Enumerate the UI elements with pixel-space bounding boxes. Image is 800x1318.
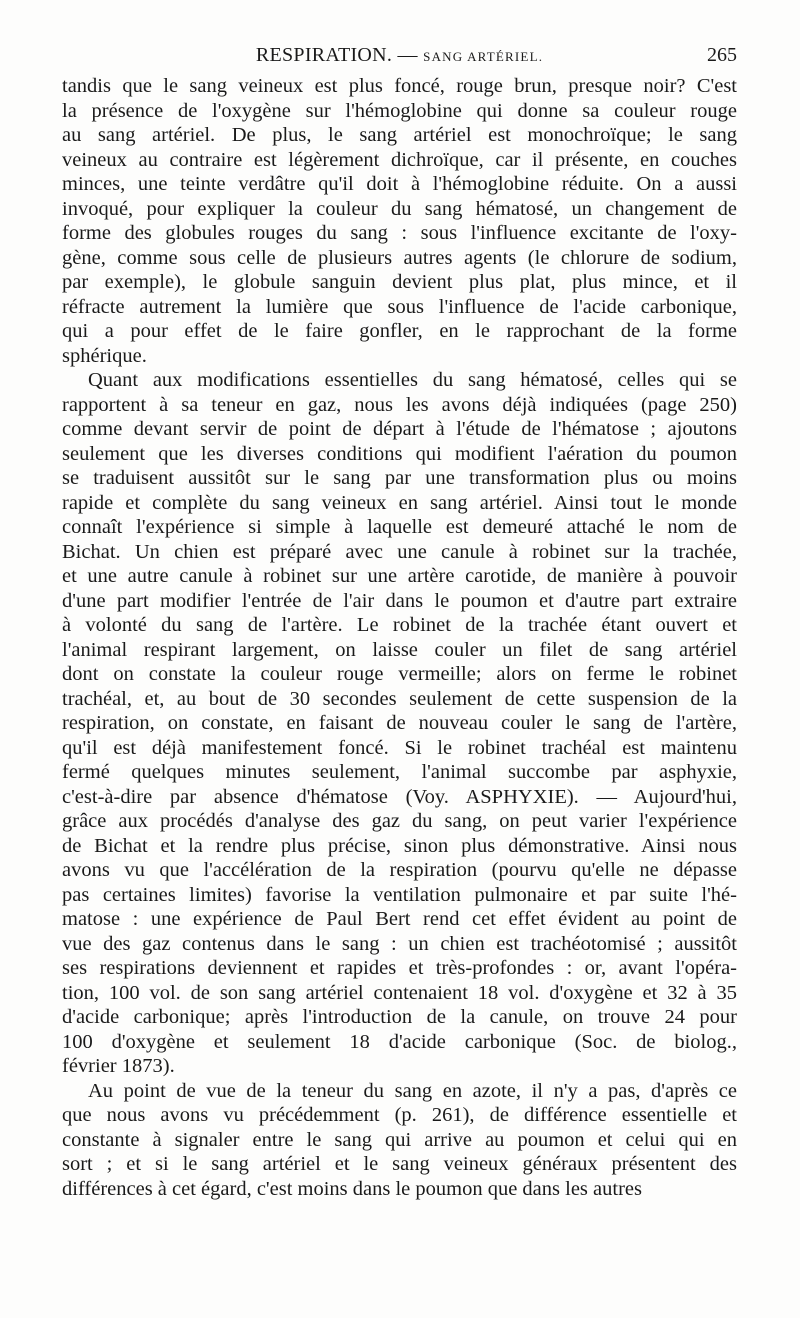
text-line: différences à cet égard, c'est moins dans le poumon que dans les autres [62, 1177, 642, 1200]
page-number: 265 [707, 44, 737, 66]
text-line: 100 d'oxygène et seulement 18 d'acide carbonique (Soc. de biolog., [62, 1030, 737, 1053]
text-line: matose : une expérience de Paul Bert rend cet effet évident au point de [62, 908, 737, 930]
text-line: et une autre canule à robinet sur une artère carotide, de manière à pouvoir [62, 565, 737, 587]
text-line: de Bichat et la rendre plus précise, sinon plus démonstrative. Ainsi nous [62, 834, 737, 857]
body-text [62, 74, 737, 1201]
text-line: Quant aux modifications essentielles du sang hématosé, celles qui se [88, 369, 737, 391]
text-line: Au point de vue de la teneur du sang en azote, il n'y a pas, d'après ce [88, 1079, 737, 1102]
paragraph [62, 1079, 737, 1202]
text-line: gène, comme sous celle de plusieurs autres agents (le chlorure de sodium, [62, 246, 737, 269]
text-line: veineux au contraire est légèrement dichroïque, car il présente, en couches [62, 148, 737, 171]
text-line: par exemple), le globule sanguin devient plus plat, plus mince, et il [62, 271, 737, 293]
text-line: Bichat. Un chien est préparé avec une canule à robinet sur la trachée, [62, 540, 737, 563]
text-line: minces, une teinte verdâtre qu'il doit à l'hémoglobine réduite. On a aussi [62, 173, 737, 195]
text-line: rapide et complète du sang veineux en sang artériel. Ainsi tout le monde [62, 491, 737, 514]
text-line: seulement que les diverses conditions qui modifient l'aération du poumon [62, 442, 737, 465]
text-line: invoqué, pour expliquer la couleur du sang hématosé, un changement de [62, 197, 737, 220]
text-line: c'est-à-dire par absence d'hématose (Voy. ASPHYXIE). — Aujourd'hui, [62, 785, 737, 808]
text-line: se traduisent aussitôt sur le sang par une transformation plus ou moins [62, 467, 737, 489]
text-line: avons vu que l'accélération de la respiration (pourvu qu'elle ne dépasse [62, 859, 737, 881]
text-line: ses respirations deviennent et rapides et très-profondes : or, avant l'opéra- [62, 957, 737, 979]
text-line: l'animal respirant largement, on laisse couler un filet de sang artériel [62, 638, 737, 661]
text-line: au sang artériel. De plus, le sang artériel est monochroïque; le sang [62, 124, 737, 146]
text-line: d'acide carbonique; après l'introduction de la canule, on trouve 24 pour [62, 1006, 737, 1028]
text-line: qu'il est déjà manifestement foncé. Si le robinet trachéal est maintenu [62, 736, 737, 759]
text-line: vue des gaz contenus dans le sang : un chien est trachéotomisé ; aussitôt [62, 932, 737, 955]
text-line: sort ; et si le sang artériel et le sang veineux généraux présentent des [62, 1153, 737, 1175]
text-line: réfracte autrement la lumière que sous l'influence de l'acide carbonique, [62, 295, 737, 318]
text-line: sphérique. [62, 344, 147, 367]
header-title: RESPIRATION. — [255, 44, 418, 66]
text-line: tion, 100 vol. de son sang artériel contenaient 18 vol. d'oxygène et 32 à 35 [62, 981, 737, 1004]
paragraph [62, 368, 737, 1079]
text-line: grâce aux procédés d'analyse des gaz du sang, on peut varier l'expérience [62, 810, 737, 832]
text-line: pas certaines limites) favorise la ventilation pulmonaire et par suite l'hé- [62, 883, 737, 906]
text-line: d'une part modifier l'entrée de l'air dans le poumon et d'autre part extraire [62, 589, 737, 612]
running-head [62, 40, 737, 70]
text-line: constante à signaler entre le sang qui arrive au poumon et celui qui en [62, 1128, 737, 1151]
text-line: qui a pour effet de le faire gonfler, en le rapprochant de la forme [62, 320, 737, 342]
text-line: respiration, on constate, en faisant de nouveau couler le sang de l'artère, [62, 712, 737, 734]
chapter-header [62, 40, 737, 72]
text-line: la présence de l'oxygène sur l'hémoglobine qui donne sa couleur rouge [62, 99, 737, 122]
text-line: forme des globules rouges du sang : sous l'influence excitante de l'oxy- [62, 222, 737, 244]
text-line: connaît l'expérience si simple à laquelle est demeuré attaché le nom de [62, 516, 737, 538]
text-line: que nous avons vu précédemment (p. 261), de différence essentielle et [62, 1104, 737, 1126]
text-line: tandis que le sang veineux est plus foncé, rouge brun, presque noir? C'est [62, 75, 737, 97]
text-line: fermé quelques minutes seulement, l'animal succombe par asphyxie, [62, 761, 737, 783]
text-line: dont on constate la couleur rouge vermeille; alors on ferme le robinet [62, 663, 737, 685]
text-line: rapportent à sa teneur en gaz, nous les avons déjà indiquées (page 250) [62, 393, 737, 416]
text-line: février 1873). [62, 1055, 175, 1077]
header-subtitle: SANG ARTÉRIEL. [423, 49, 544, 64]
text-line: trachéal, et, au bout de 30 secondes seulement de cette suspension de la [62, 687, 737, 710]
paragraph [62, 74, 737, 368]
text-line: comme devant servir de point de départ à l'étude de l'hématose ; ajoutons [62, 418, 737, 440]
text-line: à volonté du sang de l'artère. Le robinet de la trachée étant ouvert et [62, 614, 737, 636]
